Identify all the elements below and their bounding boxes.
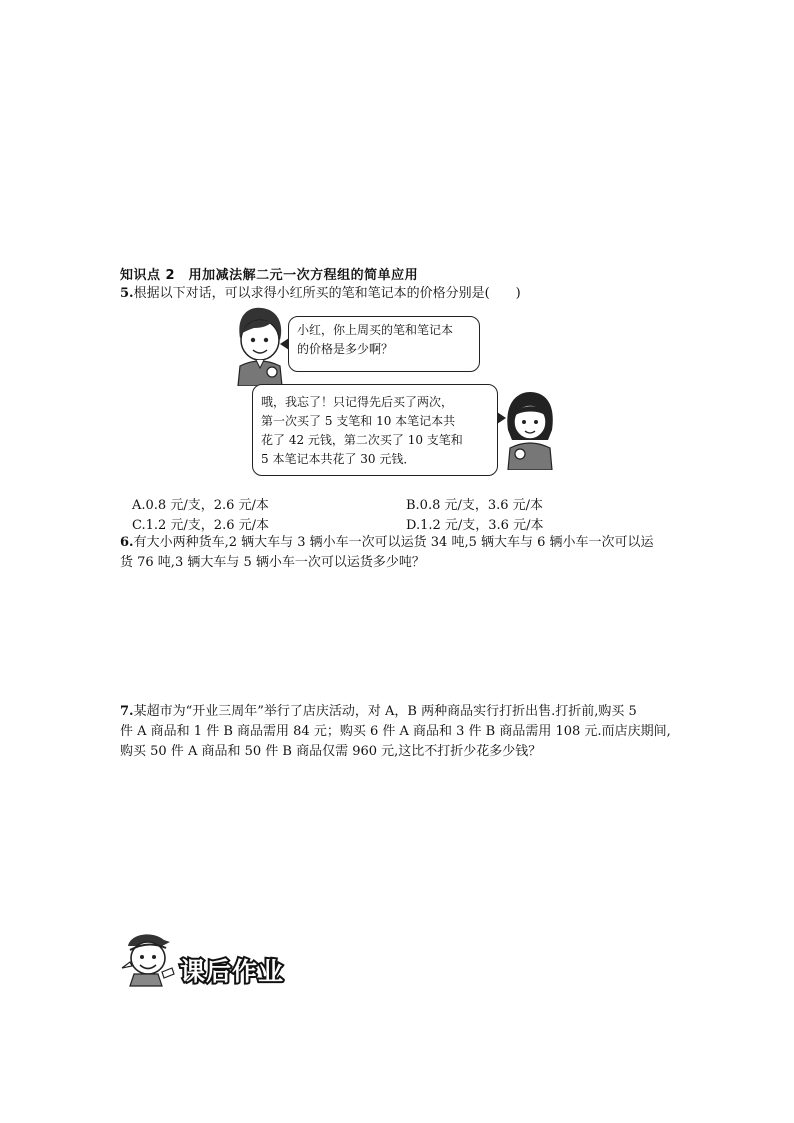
girl-figure-icon (504, 390, 556, 470)
question-5-stem (120, 284, 521, 304)
dialog-illustration (232, 304, 556, 484)
bubble-line: 5 本笔记本共花了 30 元钱． (261, 452, 416, 466)
question-7-line-1 (120, 702, 637, 722)
question-6-line-2: 货 76 吨,3 辆大车与 5 辆小车一次可以运货多少吨？ (120, 555, 425, 570)
girl-speech-bubble (252, 384, 498, 476)
choice-c: C.1.2 元/支，2.6 元/本 (132, 518, 269, 533)
choice-b: B.0.8 元/支，3.6 元/本 (406, 498, 544, 513)
bubble-line: 小红，你上周买的笔和笔记本 (297, 323, 454, 337)
choice-d: D.1.2 元/支，3.6 元/本 (406, 518, 544, 533)
bubble-line: 第一次买了 5 支笔和 10 本笔记本共 (261, 414, 456, 428)
choice-a: A.0.8 元/支，2.6 元/本 (132, 498, 269, 513)
question-6-line-1 (120, 533, 654, 553)
question-7-line-2: 件 A 商品和 1 件 B 商品需用 84 元；购买 6 件 A 商品和 3 件 B 商品需用 108 元.而店庆期间, (120, 724, 671, 739)
question-7-number: 7. (120, 704, 134, 719)
question-6-text: 有大小两种货车,2 辆大车与 3 辆小车一次可以运货 34 吨,5 辆大车与 6 辆小车一次可以运 (133, 535, 654, 550)
svg-text:课后作业: 课后作业 (180, 957, 285, 986)
bubble-line: 的价格是多少啊？ (297, 342, 394, 356)
boy-bubble-tail (280, 338, 289, 350)
section-title: 知识点 2 用加减法解二元一次方程组的简单应用 (120, 268, 419, 283)
bubble-line: 花了 42 元钱，第二次买了 10 支笔和 (261, 433, 463, 447)
question-5-text: 根据以下对话，可以求得小红所买的笔和笔记本的价格分别是( ) (133, 286, 521, 301)
question-7-text: 某超市为“开业三周年”举行了店庆活动，对 A，B 两种商品实行打折出售.打折前,购买 5 (133, 704, 637, 719)
question-5-number: 5. (120, 286, 134, 301)
question-6-number: 6. (120, 535, 134, 550)
boy-speech-bubble (288, 316, 480, 372)
homework-banner-logo (118, 928, 288, 988)
question-7-line-3: 购买 50 件 A 商品和 50 件 B 商品仅需 960 元,这比不打折少花多少钱？ (120, 744, 542, 759)
bubble-line: 哦，我忘了！只记得先后买了两次， (261, 395, 454, 409)
